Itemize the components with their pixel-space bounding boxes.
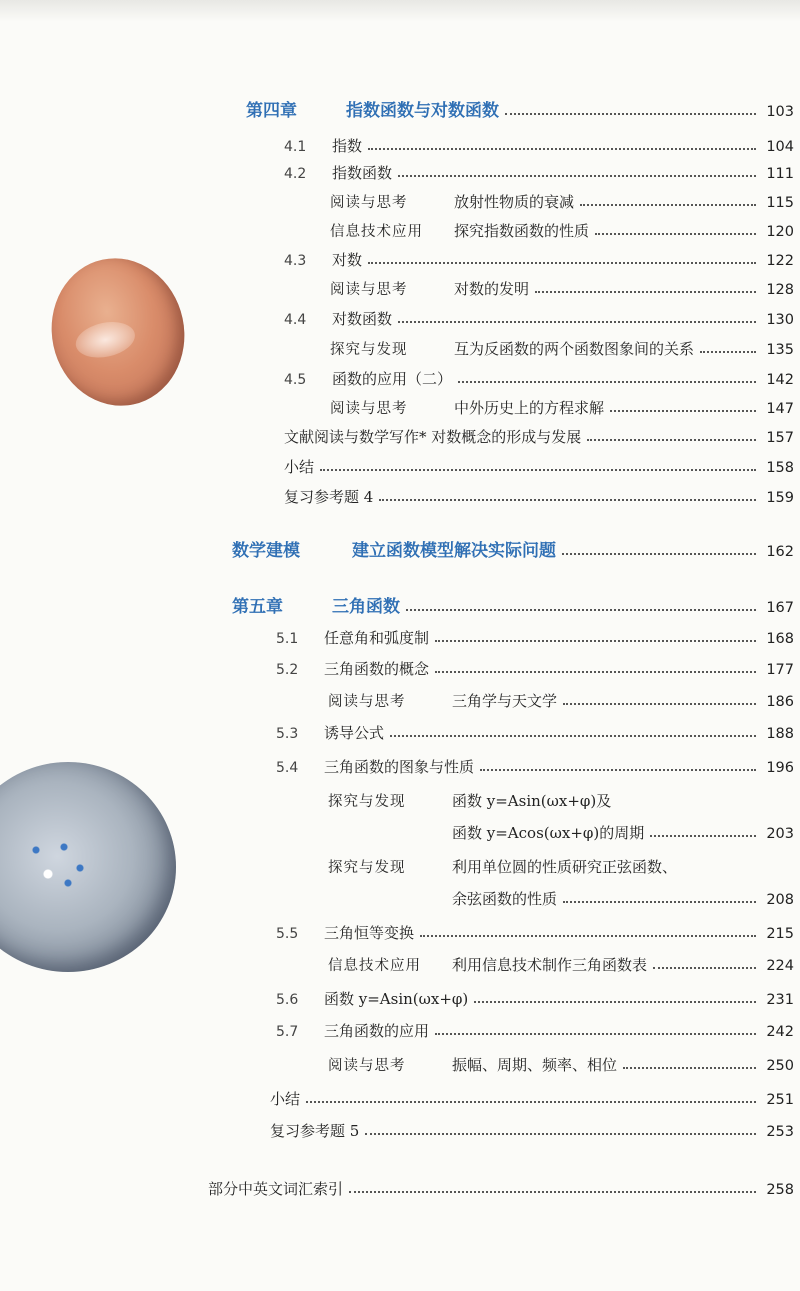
entry-title: 互为反函数的两个函数图象间的关系 [454,340,695,358]
toc-entry[interactable] [330,276,794,302]
leader-dots [458,381,756,383]
toc-entry[interactable] [328,788,794,814]
modeling-page: 162 [766,544,794,560]
chapter4-page: 103 [766,104,794,120]
leader-dots [368,262,756,264]
entry-page: 215 [766,926,794,942]
entry-title: 余弦函数的性质 [452,890,558,908]
toc-entry[interactable] [330,189,794,215]
leader-dots [368,148,756,150]
leader-dots [349,1191,756,1193]
toc-entry[interactable] [330,395,794,421]
leader-dots [562,553,756,555]
entry-title: 放射性物质的衰减 [454,193,575,211]
entry-title: 三角学与天文学 [452,692,558,710]
entry-title: 函数的应用（二） [332,370,453,388]
section-number: 4.1 [284,139,307,155]
section-number: 4.3 [284,253,307,269]
leader-dots [653,967,756,969]
entry-page: 251 [766,1092,794,1108]
entry-title: 三角恒等变换 [324,924,415,942]
section-number: 5.6 [276,992,299,1008]
leader-dots [610,410,756,412]
entry-page: 231 [766,992,794,1008]
leader-dots [306,1101,756,1103]
leader-dots [623,1067,756,1069]
toc-entry[interactable] [284,454,794,480]
entry-title: 利用信息技术制作三角函数表 [452,956,648,974]
section-number: 4.2 [284,166,307,182]
entry-title: 利用单位圆的性质研究正弦函数、 [452,858,678,876]
entry-title: 指数 [332,137,363,155]
index-page: 258 [766,1182,794,1198]
entry-title: 小结 [270,1090,301,1108]
entry-title: 复习参考题 4 [284,488,374,506]
entry-page: 196 [766,760,794,776]
modeling-label: 数学建模 [232,541,300,561]
section-number: 4.5 [284,372,307,388]
entry-page: 111 [766,166,794,182]
leader-dots [435,1033,756,1035]
entry-page: 135 [766,342,794,358]
entry-title: 复习参考题 5 [270,1122,360,1140]
entry-page: 168 [766,631,794,647]
leader-dots [390,735,756,737]
chapter4-label: 第四章 [246,101,297,121]
leader-dots [435,640,756,642]
toc-entry[interactable] [328,886,794,912]
entry-page: 186 [766,694,794,710]
entry-title: 三角函数的概念 [324,660,430,678]
entry-page: 147 [766,401,794,417]
entry-title: 对数函数 [332,310,393,328]
toc-entry[interactable] [328,854,794,880]
entry-type: 阅读与思考 [330,282,408,298]
entry-page: 158 [766,460,794,476]
entry-title: 指数函数 [332,164,393,182]
leader-dots [435,671,756,673]
toc-entry[interactable] [276,754,794,780]
toc-entry[interactable] [276,720,794,746]
entry-type: 探究与发现 [328,860,406,876]
toc-entry[interactable] [276,920,794,946]
chapter4-title: 指数函数与对数函数 [346,101,499,121]
entry-type: 探究与发现 [328,794,406,810]
entry-page: 157 [766,430,794,446]
leader-dots [700,351,756,353]
leader-dots [480,769,756,771]
toc-entry[interactable] [276,656,794,682]
toc-entry[interactable] [270,1086,794,1112]
entry-page: 208 [766,892,794,908]
toc-entry[interactable] [276,1018,794,1044]
section-number: 4.4 [284,312,307,328]
toc-entry[interactable] [284,424,794,450]
section-number: 5.5 [276,926,299,942]
index-title: 部分中英文词汇索引 [208,1180,344,1198]
entry-page: 104 [766,139,794,155]
leader-dots [320,469,756,471]
entry-page: 120 [766,224,794,240]
modeling-heading[interactable] [232,538,794,564]
section-number: 5.2 [276,662,299,678]
entry-page: 142 [766,372,794,388]
entry-title: 探究指数函数的性质 [454,222,590,240]
entry-page: 128 [766,282,794,298]
entry-page: 122 [766,253,794,269]
section-number: 5.1 [276,631,299,647]
toc-entry[interactable] [328,1052,794,1078]
toc-entry[interactable] [270,1118,794,1144]
leader-dots [379,499,756,501]
entry-type: 探究与发现 [330,342,408,358]
toc-entry[interactable] [276,625,794,651]
toc-entry[interactable] [284,133,794,159]
toc-entry[interactable] [330,218,794,244]
toc-entry[interactable] [328,688,794,714]
section-number: 5.4 [276,760,299,776]
leader-dots [420,935,756,937]
leader-dots [406,609,756,611]
leader-dots [563,901,756,903]
modeling-title: 建立函数模型解决实际问题 [352,541,556,561]
entry-page: 159 [766,490,794,506]
entry-type: 信息技术应用 [328,958,421,974]
entry-title: 中外历史上的方程求解 [454,399,605,417]
leader-dots [535,291,756,293]
chapter5-label: 第五章 [232,597,283,617]
toc-entry[interactable] [284,160,794,186]
leader-dots [595,233,756,235]
leader-dots [580,204,756,206]
toc-entry[interactable] [328,820,794,846]
index-entry[interactable] [208,1176,794,1202]
entry-page: 177 [766,662,794,678]
entry-page: 188 [766,726,794,742]
entry-title: 函数 y=Asin(ωx+φ)及 [452,792,612,810]
leader-dots [398,321,756,323]
entry-title: 对数 [332,251,363,269]
leader-dots [563,703,756,705]
entry-type: 阅读与思考 [328,1058,406,1074]
entry-title: 对数的发明 [454,280,530,298]
entry-type: 信息技术应用 [330,224,423,240]
entry-page: 224 [766,958,794,974]
toc-entry[interactable] [284,247,794,273]
entry-title: 任意角和弧度制 [324,629,430,647]
entry-title: 函数 y=Acos(ωx+φ)的周期 [452,824,645,842]
leader-dots [505,113,756,115]
entry-title: 诱导公式 [324,724,385,742]
toc-entry[interactable] [330,336,794,362]
entry-title: 三角函数的图象与性质 [324,758,475,776]
entry-page: 242 [766,1024,794,1040]
entry-page: 203 [766,826,794,842]
toc-entry[interactable] [284,366,794,392]
chapter5-title: 三角函数 [332,597,400,617]
entry-page: 130 [766,312,794,328]
toc-entry[interactable] [284,306,794,332]
toc-entry[interactable] [328,952,794,978]
leader-dots [650,835,756,837]
entry-type: 阅读与思考 [328,694,406,710]
entry-title: 振幅、周期、频率、相位 [452,1056,618,1074]
entry-type: 阅读与思考 [330,401,408,417]
leader-dots [398,175,756,177]
section-number: 5.3 [276,726,299,742]
leader-dots [587,439,756,441]
entry-title: 文献阅读与数学写作* 对数概念的形成与发展 [284,428,582,446]
entry-type: 阅读与思考 [330,195,408,211]
entry-page: 253 [766,1124,794,1140]
leader-dots [474,1001,756,1003]
chapter5-page: 167 [766,600,794,616]
section-number: 5.7 [276,1024,299,1040]
toc-entry[interactable] [276,986,794,1012]
chapter5-heading[interactable] [232,594,794,620]
toc-entry[interactable] [284,484,794,510]
entry-title: 小结 [284,458,315,476]
entry-page: 115 [766,195,794,211]
chapter4-heading[interactable] [246,98,794,124]
entry-title: 三角函数的应用 [324,1022,430,1040]
entry-page: 250 [766,1058,794,1074]
leader-dots [365,1133,756,1135]
entry-title: 函数 y=Asin(ωx+φ) [324,990,469,1008]
